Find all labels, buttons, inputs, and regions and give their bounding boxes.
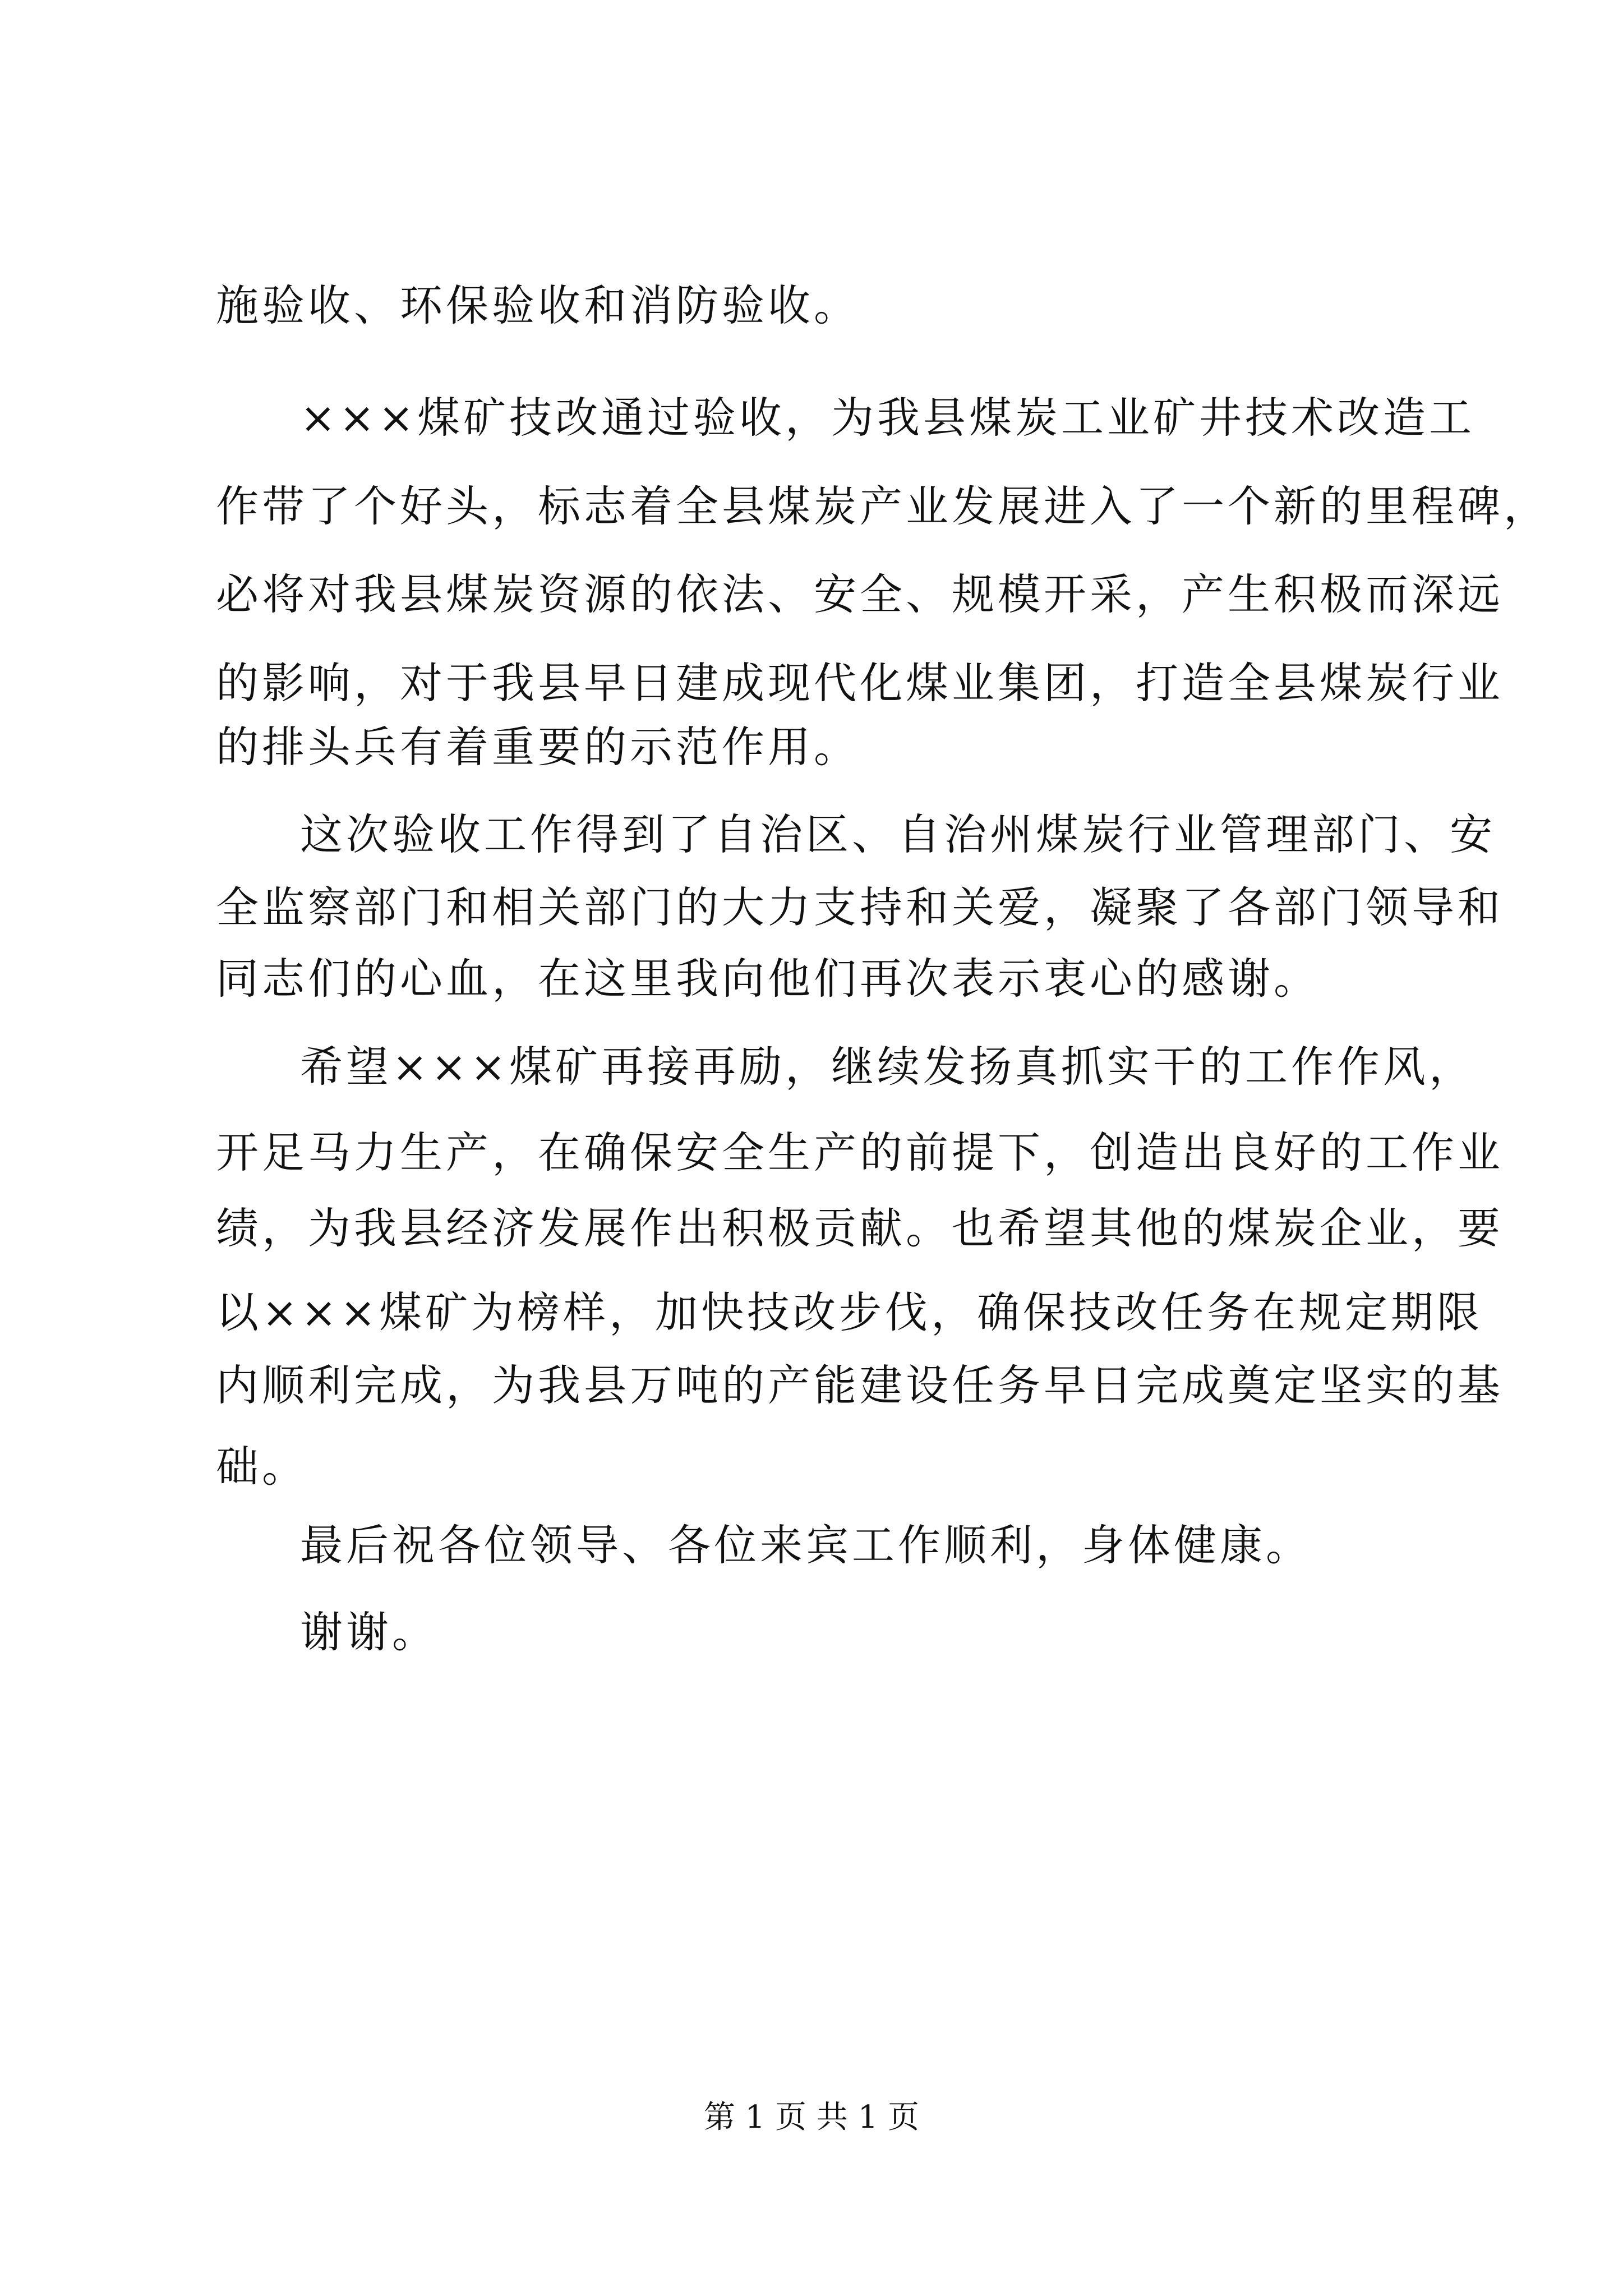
text-line: 绩，为我县经济发展作出积极贡献。也希望其他的煤炭企业，要 [216, 1203, 1504, 1253]
text-line: 作带了个好头，标志着全县煤炭产业发展进入了一个新的里程碑， [216, 481, 1550, 531]
text-line: 这次验收工作得到了自治区、自治州煤炭行业管理部门、安 [300, 809, 1496, 859]
text-line: 内顺利完成，为我县万吨的产能建设任务早日完成奠定坚实的基 [216, 1360, 1504, 1410]
text-line: 同志们的心血，在这里我向他们再次表示衷心的感谢。 [216, 954, 1320, 1004]
text-line: 全监察部门和相关部门的大力支持和关爱，凝聚了各部门领导和 [216, 882, 1504, 932]
text-line: 础。 [216, 1442, 308, 1492]
text-line: 最后祝各位领导、各位来宾工作顺利，身体健康。 [300, 1520, 1312, 1570]
page-footer: 第 1 页 共 1 页 [703, 2099, 920, 2136]
text-line: 的排头兵有着重要的示范作用。 [216, 722, 860, 772]
text-line: 开足马力生产，在确保安全生产的前提下，创造出良好的工作业 [216, 1128, 1504, 1177]
text-line: ×××煤矿技改通过验收，为我县煤炭工业矿井技术改造工 [300, 393, 1476, 443]
text-line: 希望×××煤矿再接再励，继续发扬真抓实干的工作作风， [300, 1042, 1476, 1092]
text-line: 以×××煤矿为榜样，加快技改步伐，确保技改任务在规定期限 [216, 1287, 1483, 1337]
text-line: 施验收、环保验收和消防验收。 [216, 280, 860, 330]
text-line: 必将对我县煤炭资源的依法、安全、规模开采，产生积极而深远 [216, 569, 1504, 619]
text-line: 谢谢。 [300, 1607, 438, 1657]
text-line: 的影响，对于我县早日建成现代化煤业集团，打造全县煤炭行业 [216, 658, 1504, 708]
